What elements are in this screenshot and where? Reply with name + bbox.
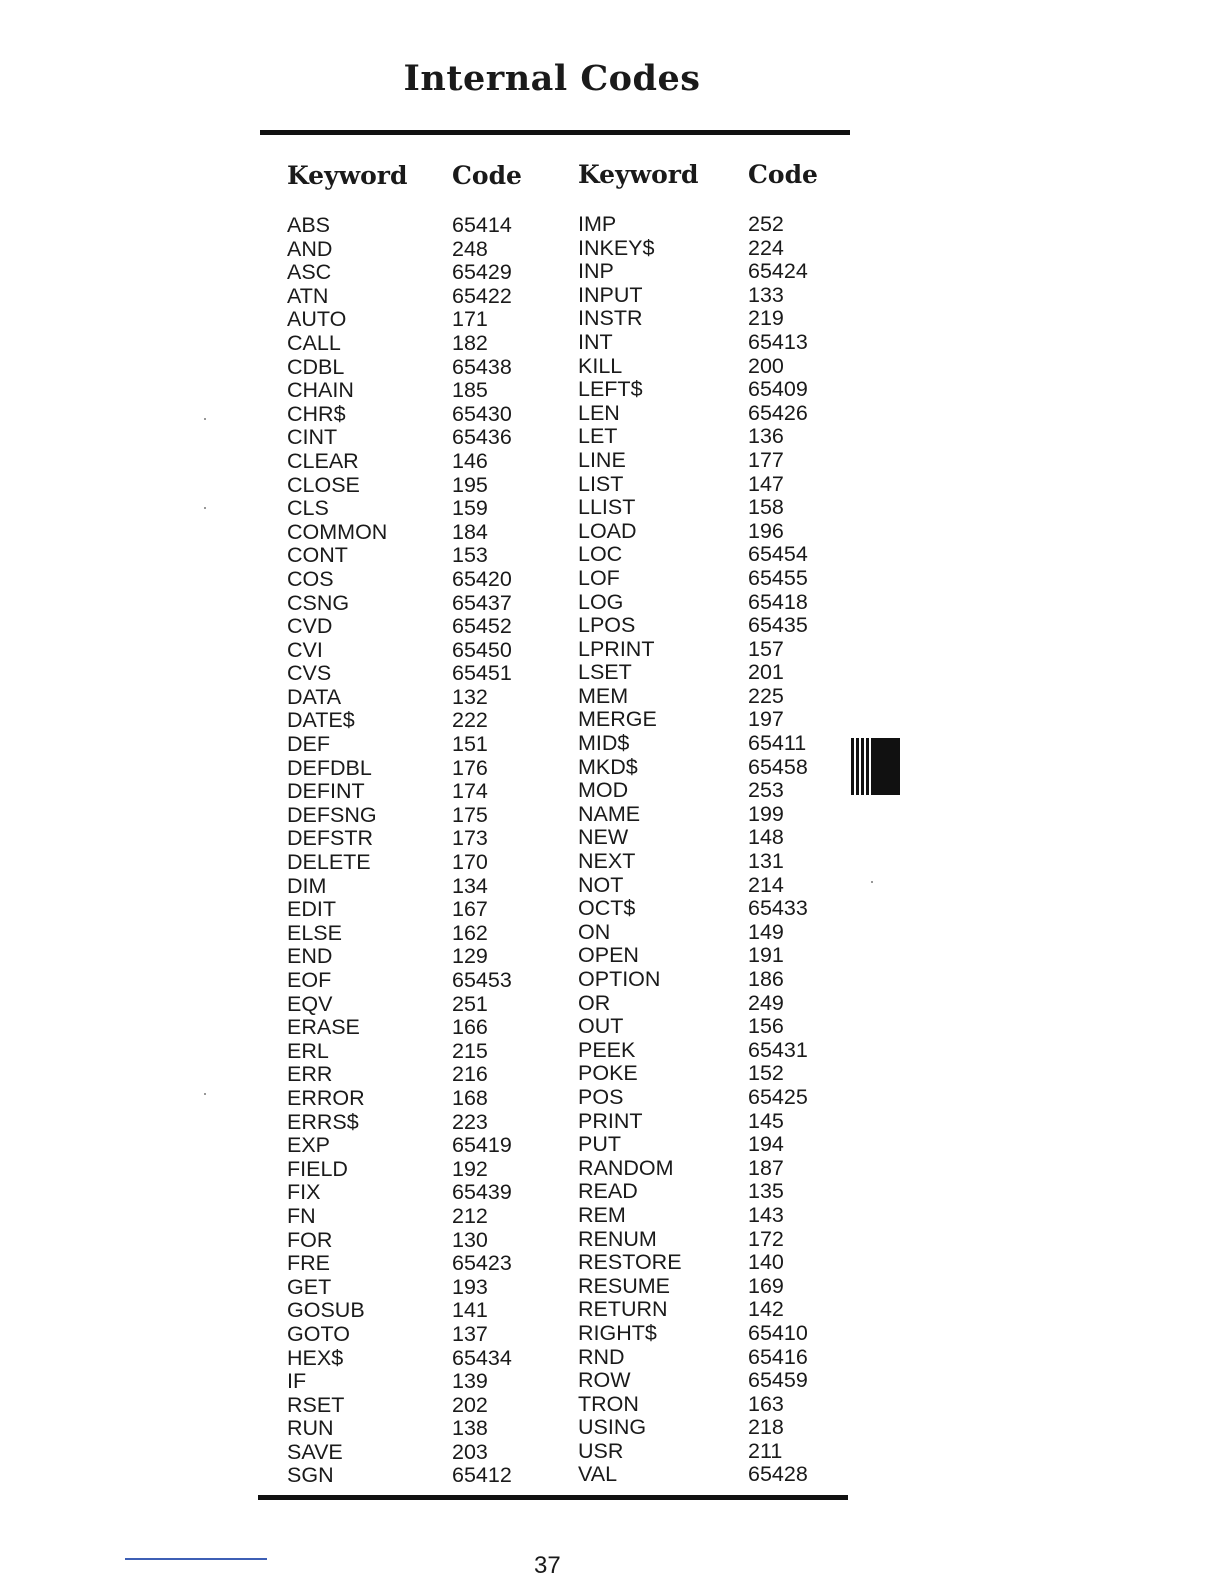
right-code-cell: 149 <box>748 919 784 944</box>
right-keyword-cell: USING <box>578 1415 647 1440</box>
left-keyword-cell: EXP <box>287 1133 331 1158</box>
left-keyword-cell: GOTO <box>287 1321 350 1346</box>
left-code-cell: 65412 <box>452 1463 512 1488</box>
right-code-cell: 135 <box>748 1179 784 1204</box>
left-code-cell: 65437 <box>452 590 512 615</box>
left-code-cell: 184 <box>452 519 488 544</box>
right-code-cell: 169 <box>748 1273 784 1298</box>
left-code-cell: 132 <box>452 684 488 709</box>
left-keyword-cell: CLOSE <box>287 472 360 497</box>
right-keyword-cell: NEXT <box>578 849 636 874</box>
left-keyword-cell: COS <box>287 566 334 591</box>
left-keyword-cell: DEFINT <box>287 779 365 804</box>
right-keyword-cell: LEN <box>578 400 620 425</box>
left-code-cell: 222 <box>452 708 488 733</box>
left-keyword-cell: ERRS$ <box>287 1109 359 1134</box>
right-keyword-cell: ON <box>578 919 611 944</box>
left-keyword-cell: CLS <box>287 496 329 521</box>
left-keyword-cell: GOSUB <box>287 1298 365 1323</box>
right-code-cell: 187 <box>748 1155 784 1180</box>
right-code-cell: 201 <box>748 660 784 685</box>
right-keyword-cell: LPRINT <box>578 636 655 661</box>
left-keyword-cell: ERASE <box>287 1015 360 1040</box>
page-title: Internal Codes <box>403 58 701 99</box>
left-code-cell: 134 <box>452 873 488 898</box>
right-code-cell: 218 <box>748 1415 784 1440</box>
left-keyword-cell: DATA <box>287 684 342 709</box>
scan-speck <box>871 881 873 883</box>
left-keyword-cell: DIM <box>287 873 327 898</box>
left-keyword-cell: ERL <box>287 1038 329 1063</box>
right-code-cell: 152 <box>748 1061 784 1086</box>
right-code-cell: 131 <box>748 849 784 874</box>
right-keyword-cell: PEEK <box>578 1037 636 1062</box>
left-code-cell: 248 <box>452 236 488 261</box>
left-code-cell: 65434 <box>452 1345 512 1370</box>
left-keyword-cell: CINT <box>287 425 338 450</box>
left-keyword-cell: RUN <box>287 1416 334 1441</box>
right-keyword-cell: INKEY$ <box>578 235 655 260</box>
right-code-cell: 65428 <box>748 1462 808 1487</box>
page-number: 37 <box>534 1552 561 1579</box>
right-keyword-cell: OCT$ <box>578 896 636 921</box>
right-keyword-cell: OPEN <box>578 943 639 968</box>
right-keyword-cell: MOD <box>578 778 629 803</box>
right-keyword-cell: ROW <box>578 1368 631 1393</box>
right-code-cell: 147 <box>748 471 784 496</box>
thumb-index-tab-fill <box>872 738 900 795</box>
scan-speck <box>204 418 206 420</box>
right-keyword-cell: LOF <box>578 565 620 590</box>
left-code-cell: 171 <box>452 307 488 332</box>
right-keyword-cell: RND <box>578 1344 625 1369</box>
right-code-cell: 65458 <box>748 754 808 779</box>
left-keyword-cell: ABS <box>287 213 331 237</box>
left-keyword-cell: RSET <box>287 1392 345 1417</box>
left-keyword-cell: CONT <box>287 543 348 568</box>
left-code-cell: 65419 <box>452 1133 512 1158</box>
left-keyword-cell: ERR <box>287 1062 333 1087</box>
left-keyword-cell: COMMON <box>287 519 388 544</box>
left-keyword-cell: DEFSNG <box>287 802 377 827</box>
right-code-cell: 65413 <box>748 329 808 354</box>
left-code-cell: 65430 <box>452 401 512 426</box>
left-code-cell: 65429 <box>452 260 512 285</box>
left-keyword-cell: IF <box>287 1369 307 1394</box>
right-keyword-cell: POS <box>578 1084 624 1109</box>
left-code-cell: 138 <box>452 1416 488 1441</box>
left-code-cell: 65450 <box>452 637 512 662</box>
left-code-cell: 65423 <box>452 1251 512 1276</box>
right-code-cell: 156 <box>748 1014 784 1039</box>
right-keyword-cell: INT <box>578 329 613 354</box>
right-keyword-cell: NEW <box>578 825 629 850</box>
right-keyword-cell: RANDOM <box>578 1155 674 1180</box>
right-keyword-cell: INPUT <box>578 282 643 307</box>
right-keyword-cell: MERGE <box>578 707 657 732</box>
left-code-cell: 146 <box>452 448 488 473</box>
right-code-cell: 177 <box>748 447 784 472</box>
left-code-cell: 223 <box>452 1109 488 1134</box>
right-code-cell: 142 <box>748 1297 784 1322</box>
right-code-cell: 133 <box>748 282 784 307</box>
right-code-cell: 200 <box>748 353 784 378</box>
right-code-cell: 225 <box>748 683 784 708</box>
left-code-cell: 195 <box>452 472 488 497</box>
right-keyword-cell: TRON <box>578 1391 639 1416</box>
right-code-cell: 157 <box>748 636 784 661</box>
right-code-cell: 65410 <box>748 1320 808 1345</box>
right-keyword-cell: IMP <box>578 212 617 236</box>
right-keyword-cell: PUT <box>578 1132 621 1157</box>
left-code-cell: 215 <box>452 1038 488 1063</box>
right-keyword-cell: LIST <box>578 471 624 496</box>
right-keyword-cell: RIGHT$ <box>578 1320 657 1345</box>
left-code-cell: 166 <box>452 1015 488 1040</box>
right-code-cell: 65418 <box>748 589 808 614</box>
right-keyword-cell: VAL <box>578 1462 618 1487</box>
scan-speck <box>204 507 206 509</box>
right-code-cell: 224 <box>748 235 784 260</box>
right-code-cell: 145 <box>748 1108 784 1133</box>
left-code-column <box>452 160 522 1488</box>
left-code-cell: 182 <box>452 330 488 355</box>
right-keyword-cell: PRINT <box>578 1108 643 1133</box>
right-keyword-cell: OUT <box>578 1014 624 1039</box>
left-code-cell: 193 <box>452 1274 488 1299</box>
right-code-cell: 197 <box>748 707 784 732</box>
right-code-column <box>748 159 818 1487</box>
left-keyword-cell: AUTO <box>287 307 347 332</box>
left-keyword-cell: CLEAR <box>287 448 359 473</box>
left-keyword-cell: AND <box>287 236 333 261</box>
left-keyword-cell: CSNG <box>287 590 350 615</box>
right-code-cell: 65455 <box>748 565 808 590</box>
left-keyword-cell: DEFSTR <box>287 826 373 851</box>
bottom-rule <box>258 1495 848 1500</box>
left-keyword-cell: SGN <box>287 1463 334 1488</box>
left-keyword-cell: SAVE <box>287 1439 343 1464</box>
left-code-cell: 212 <box>452 1203 488 1228</box>
right-code-cell: 194 <box>748 1132 784 1157</box>
right-keyword-cell: OPTION <box>578 967 661 991</box>
right-code-cell: 65433 <box>748 896 808 921</box>
right-keyword-cell: POKE <box>578 1061 638 1086</box>
right-keyword-cell: LSET <box>578 660 632 685</box>
left-keyword-cell: DEF <box>287 732 330 757</box>
right-keyword-cell: USR <box>578 1438 624 1463</box>
right-code-cell: 65424 <box>748 259 808 284</box>
left-keyword-cell: CVD <box>287 614 333 639</box>
right-keyword-cell: REM <box>578 1202 626 1227</box>
right-keyword-cell: LEFT$ <box>578 377 643 402</box>
left-code-cell: 65453 <box>452 968 512 992</box>
right-keyword-cell: MKD$ <box>578 754 638 779</box>
left-keyword-cell: HEX$ <box>287 1345 344 1370</box>
right-keyword-cell: LOC <box>578 542 623 567</box>
right-keyword-cell: KILL <box>578 353 623 378</box>
left-code-cell: 251 <box>452 991 488 1016</box>
left-keyword-cell: FOR <box>287 1227 333 1252</box>
right-keyword-cell: NAME <box>578 801 641 826</box>
left-code-cell: 65452 <box>452 614 512 639</box>
left-code-cell: 141 <box>452 1298 488 1323</box>
top-rule <box>260 130 850 135</box>
right-keyword-cell: LINE <box>578 447 626 472</box>
left-code-cell: 202 <box>452 1392 488 1417</box>
right-code-cell: 148 <box>748 825 784 850</box>
left-keyword-cell: EOF <box>287 968 332 992</box>
left-keyword-cell: ERROR <box>287 1085 365 1110</box>
right-keyword-cell: READ <box>578 1179 638 1204</box>
left-code-cell: 175 <box>452 802 488 827</box>
left-code-cell: 168 <box>452 1085 488 1110</box>
right-keyword-cell: MEM <box>578 683 629 708</box>
left-keyword-header: Keyword <box>287 161 408 190</box>
left-code-cell: 159 <box>452 496 488 521</box>
right-code-cell: 158 <box>748 495 784 520</box>
left-keyword-cell: FN <box>287 1203 316 1228</box>
right-keyword-cell: NOT <box>578 872 624 897</box>
left-keyword-cell: CVI <box>287 637 323 662</box>
right-keyword-cell: LET <box>578 424 618 449</box>
left-code-cell: 65420 <box>452 566 512 591</box>
right-keyword-cell: INP <box>578 259 614 284</box>
right-code-cell: 65411 <box>748 731 807 756</box>
left-code-cell: 167 <box>452 897 488 922</box>
left-keyword-cell: ATN <box>287 283 329 308</box>
left-keyword-cell: CHR$ <box>287 401 346 426</box>
right-code-cell: 65409 <box>748 377 808 402</box>
left-code-cell: 130 <box>452 1227 488 1252</box>
left-keyword-cell: GET <box>287 1274 332 1299</box>
left-keyword-cell: EQV <box>287 991 333 1016</box>
left-keyword-cell: CDBL <box>287 354 345 379</box>
left-code-cell: 185 <box>452 378 488 403</box>
left-keyword-cell: FIX <box>287 1180 321 1205</box>
right-keyword-cell: RESUME <box>578 1273 670 1298</box>
right-keyword-cell: LOAD <box>578 518 637 543</box>
right-keyword-header: Keyword <box>578 160 699 189</box>
right-code-cell: 65459 <box>748 1368 808 1393</box>
right-code-cell: 140 <box>748 1250 784 1275</box>
right-code-cell: 163 <box>748 1391 784 1416</box>
left-code-cell: 192 <box>452 1156 488 1181</box>
right-code-cell: 65454 <box>748 542 808 567</box>
left-keyword-cell: ASC <box>287 260 332 285</box>
right-code-cell: 65426 <box>748 400 808 425</box>
left-keyword-cell: CHAIN <box>287 378 354 403</box>
left-code-cell: 162 <box>452 920 488 945</box>
left-keyword-cell: ELSE <box>287 920 342 945</box>
right-code-cell: 199 <box>748 801 784 826</box>
left-code-header: Code <box>452 161 522 190</box>
right-code-cell: 136 <box>748 424 784 449</box>
left-code-cell: 65422 <box>452 283 512 308</box>
right-code-header: Code <box>748 160 818 189</box>
right-keyword-cell: OR <box>578 990 611 1015</box>
right-keyword-column <box>578 159 698 1487</box>
right-code-cell: 191 <box>748 943 784 968</box>
left-code-cell: 173 <box>452 826 488 851</box>
left-code-cell: 174 <box>452 779 488 804</box>
left-code-cell: 176 <box>452 755 488 780</box>
left-code-cell: 151 <box>452 732 488 757</box>
left-code-cell: 203 <box>452 1439 488 1464</box>
left-keyword-cell: DEFDBL <box>287 755 372 780</box>
right-keyword-cell: RENUM <box>578 1226 657 1251</box>
right-keyword-cell: INSTR <box>578 306 643 331</box>
right-keyword-cell: RESTORE <box>578 1250 682 1275</box>
right-code-cell: 143 <box>748 1202 784 1227</box>
right-code-cell: 65416 <box>748 1344 808 1369</box>
right-keyword-cell: LOG <box>578 589 624 614</box>
right-keyword-cell: RETURN <box>578 1297 668 1322</box>
right-code-cell: 65431 <box>748 1037 808 1062</box>
left-keyword-cell: DATE$ <box>287 708 355 733</box>
left-code-cell: 65438 <box>452 354 512 379</box>
left-keyword-cell: END <box>287 944 333 969</box>
right-code-cell: 196 <box>748 518 784 543</box>
right-code-cell: 219 <box>748 306 784 331</box>
left-keyword-cell: FRE <box>287 1251 330 1276</box>
right-code-cell: 211 <box>748 1438 783 1463</box>
left-keyword-cell: CVS <box>287 661 332 686</box>
left-code-cell: 216 <box>452 1062 488 1087</box>
right-code-cell: 252 <box>748 212 784 236</box>
right-code-cell: 186 <box>748 967 784 991</box>
right-keyword-cell: LPOS <box>578 613 636 638</box>
left-keyword-cell: EDIT <box>287 897 336 922</box>
right-keyword-cell: MID$ <box>578 731 630 756</box>
right-code-cell: 65425 <box>748 1084 808 1109</box>
right-keyword-cell: LLIST <box>578 495 636 520</box>
left-code-cell: 65451 <box>452 661 512 686</box>
left-code-cell: 65439 <box>452 1180 512 1205</box>
left-keyword-cell: FIELD <box>287 1156 348 1181</box>
right-code-cell: 249 <box>748 990 784 1015</box>
left-code-cell: 139 <box>452 1369 488 1394</box>
right-code-cell: 253 <box>748 778 784 803</box>
left-code-cell: 65414 <box>452 213 512 237</box>
right-code-cell: 65435 <box>748 613 808 638</box>
left-keyword-column <box>287 160 407 1488</box>
scan-speck <box>204 1093 206 1095</box>
left-keyword-cell: DELETE <box>287 850 371 875</box>
footer-link-line <box>125 1558 267 1560</box>
right-code-cell: 172 <box>748 1226 784 1251</box>
left-code-cell: 129 <box>452 944 488 969</box>
left-code-cell: 65436 <box>452 425 512 450</box>
left-code-cell: 170 <box>452 850 488 875</box>
left-code-cell: 137 <box>452 1321 488 1346</box>
left-keyword-cell: CALL <box>287 330 341 355</box>
right-code-cell: 214 <box>748 872 784 897</box>
left-code-cell: 153 <box>452 543 488 568</box>
